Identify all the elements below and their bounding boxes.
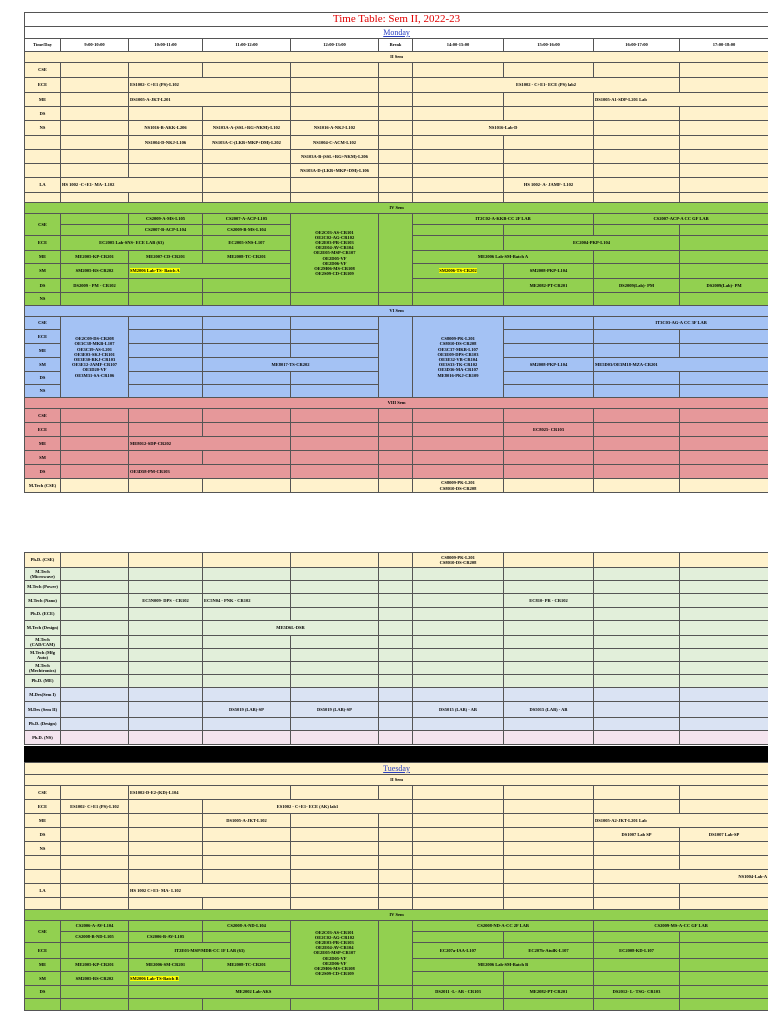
- row-label: SM: [25, 451, 61, 465]
- header-cell: 16:00-17:00: [594, 39, 680, 52]
- class-cell: CS2008-A-ND-L104: [203, 921, 291, 932]
- row-label: CSE: [25, 409, 61, 423]
- row-label: DS: [25, 465, 61, 479]
- row-label: M.Tech (CSE): [25, 479, 61, 493]
- class-cell: NS1004-D-NKJ-L106: [129, 136, 203, 150]
- class-cell: [129, 264, 291, 279]
- class-cell: EC2005-SNS-L107: [203, 236, 291, 251]
- class-cell: SM2005-RS-CR202: [61, 264, 129, 279]
- row-label: M.Des(Sem I): [25, 688, 61, 702]
- class-cell: NS103A-C-(LKB+MKP+DM)-L202: [203, 136, 291, 150]
- row-label: CSE: [25, 63, 61, 78]
- class-cell: ES1002- C+E1 (PS)-L102: [61, 800, 129, 814]
- open-elective-cell: OE2C03-AS-CR101 OE2C02-AG-CR102 OE2E03-PR-CR103 OE2E04-AV-CR104 OE2E05-MSP-CR107 OE2D05-VF OE2D06-VF OE2M06-MS-CR108 OE2S09-CD-CR109: [291, 921, 379, 986]
- class-cell: DS1005-A2-JKT-L201 Lab: [594, 814, 768, 828]
- class-cell: DS5015 (LAB) - AB: [413, 702, 504, 718]
- sem-heading-iv: IV Sem: [25, 910, 768, 921]
- lab-highlight: SM2006 Lab-TS-Batch B: [130, 975, 179, 981]
- day-heading-monday[interactable]: Monday: [25, 27, 768, 39]
- row-label: M.Des (Sem II): [25, 702, 61, 718]
- row-label: NS: [25, 293, 61, 306]
- row-label: SM: [25, 358, 61, 372]
- row-label: ME: [25, 959, 61, 972]
- header-cell: 10:00-11:00: [129, 39, 203, 52]
- class-cell: OE3D58-PM-CR103: [129, 465, 291, 479]
- class-cell: EC5N04 - PNK - CR102: [203, 594, 291, 608]
- header-cell: 12:00-13:00: [291, 39, 379, 52]
- class-cell: NS1004-Lab-A: [594, 870, 768, 884]
- row-label: Ph.D. (Design): [25, 718, 61, 731]
- monday-pg-timetable: [24, 552, 768, 745]
- header-cell: 9:00-10:00: [61, 39, 129, 52]
- row-label: ECE: [25, 330, 61, 344]
- row-label: CSE: [25, 921, 61, 943]
- class-cell: ES1002 - C+E1- ECE (AK) lab1: [203, 800, 413, 814]
- class-cell: NS1016-A-NKJ-L102: [291, 121, 379, 136]
- class-cell: ME2008-TC-CR201: [203, 959, 291, 972]
- class-cell: ME2005-KP-CR201: [61, 959, 129, 972]
- class-cell: HS 1002 -C+E1- MA- L102: [61, 178, 203, 193]
- class-cell: CS2007-A-ACP-L105: [203, 214, 291, 225]
- class-cell: ME8012-SDP-CR202: [129, 437, 291, 451]
- tuesday-timetable: [24, 762, 768, 1011]
- class-cell: NS103A-D-(LKB+MKP+DM)-L106: [291, 164, 379, 178]
- class-cell: EC810- PR - CR102: [504, 594, 594, 608]
- class-cell: NS1016-Lab-D: [413, 121, 594, 136]
- class-cell: DS1005-A-JKT-L201: [129, 93, 291, 107]
- class-cell: IT3C03-AG-A CC 3F LAB: [594, 317, 768, 330]
- sem-heading-ii: II Sem: [25, 52, 768, 63]
- class-cell: SM2008-PKP-L104: [504, 264, 594, 279]
- class-cell: DS5019 (LAB)-SP: [203, 702, 291, 718]
- class-cell: CS2009-MS-A-CC GF LAB: [594, 921, 768, 932]
- row-label: M.Tech (Mfg Auto): [25, 649, 61, 662]
- row-label: M.Tech (Design): [25, 621, 61, 636]
- class-cell: DS1007 Lab SP: [594, 828, 680, 842]
- row-label: ME: [25, 93, 61, 107]
- class-cell: ME2082-PT-CR201: [504, 986, 594, 999]
- row-label: Ph.D. (ECE): [25, 608, 61, 621]
- lab-highlight: SM2006-TS-CR202: [439, 268, 477, 274]
- row-label: SM: [25, 264, 61, 279]
- class-cell: EC8025- CR103: [504, 423, 594, 437]
- sem-heading-viii: VIII Sem: [25, 398, 768, 409]
- class-cell: ES1002- C+E1 (PS)-L102: [129, 78, 291, 93]
- class-cell: ME2002 Lab-AKS: [129, 986, 379, 999]
- class-cell: [129, 972, 291, 986]
- row-label: NS: [25, 385, 61, 398]
- open-elective-cell: OE2C09-DS-CR208 OE3C38-MKB-L107 OE3C39-AS-L201 OE3E03-SKJ-CR101 OE3E30-RKJ-CR103 OE3E12-JAMF-CR107 OE3D20-VF OE3M31-SA-CR106: [61, 317, 129, 398]
- class-cell: CS2008-ND-A-CC 2F LAB: [413, 921, 594, 932]
- header-cell: 11:00-12:00: [203, 39, 291, 52]
- class-cell: ME2006-SM-CR201: [129, 959, 203, 972]
- class-cell: DS5015 (LAB) - AB: [504, 702, 594, 718]
- row-label: CSE: [25, 214, 61, 236]
- class-cell: [413, 264, 504, 279]
- row-label: SM: [25, 972, 61, 986]
- row-label: DS: [25, 986, 61, 999]
- row-label: NS: [25, 121, 61, 136]
- row-label: M.Tech (Nano): [25, 594, 61, 608]
- row-label: M.Tech (Power): [25, 581, 61, 594]
- page-title: Time Table: Sem II, 2022-23: [25, 13, 768, 27]
- class-cell: HS 1002- A- JAMF- L102: [504, 178, 594, 193]
- class-cell: HS 1002 C+E3- MA- L102: [129, 884, 291, 898]
- class-cell: EC5N009- DPS - CR102: [129, 594, 203, 608]
- class-cell: EC2008-KD-L107: [594, 943, 680, 959]
- class-cell: ME5D6L-DSR: [203, 621, 379, 636]
- row-label: Ph.D. (NS): [25, 731, 61, 745]
- class-cell: ME2007-CD-CR201: [129, 251, 203, 264]
- header-cell: 15:00-16:00: [504, 39, 594, 52]
- class-cell: DS2011 -L- AB - CR103: [413, 986, 504, 999]
- row-label: DS: [25, 279, 61, 293]
- class-cell: ES1002-D-E2-(KD)-L104: [129, 786, 291, 800]
- class-cell: CS2007-B-ACP-L104: [129, 225, 203, 236]
- class-cell: NS1004-C-ACM-L102: [291, 136, 379, 150]
- class-cell: DS2009 - PM - CR102: [61, 279, 129, 293]
- class-cell: CS2009-A-MS-L105: [129, 214, 203, 225]
- day-heading-tuesday[interactable]: Tuesday: [25, 763, 768, 775]
- class-cell: NS103A-A-(SSL+RG+NKM)-L102: [203, 121, 291, 136]
- open-elective-cell: CS8009-PK-L201 CS8010-DS-CR208 OE3C37-MKB-L107 OE3E09-DPS-CR103 OE3E32-VB-CR104 OE3S33-TK-CR102 OE3D36-MA-CR107 ME8016-PKJ-CR109: [413, 317, 504, 398]
- row-label: ME: [25, 251, 61, 264]
- class-cell: CS2006-A-AV-L104: [61, 921, 129, 932]
- open-elective-cell: OE2C03-AS-CR101 OE2C02-AG-CR102 OE2E03-PR-CR103 OE2E04-AV-CR104 OE2E05-MSP-CR107 OE2D05-VF OE2D06-VF OE2M06-MS-CR108 OE2S09-CD-CR109: [291, 214, 379, 293]
- class-cell: EC207a-IAA-L107: [413, 943, 504, 959]
- header-cell: 14:00-15:00: [413, 39, 504, 52]
- class-cell: DS5019 (LAB)-SP: [291, 702, 379, 718]
- row-label: CSE: [25, 317, 61, 330]
- row-label: ECE: [25, 943, 61, 959]
- sem-heading-ii: II Sem: [25, 775, 768, 786]
- class-cell: SM2008-PKP-L104: [504, 358, 594, 372]
- row-label: ME: [25, 437, 61, 451]
- class-cell: DS1007 Lab-SP: [680, 828, 768, 842]
- class-cell: EC2004-PKP-L104: [504, 236, 680, 251]
- class-cell: CS2009-B-MS-L104: [203, 225, 291, 236]
- row-label: Ph.D. (CSE): [25, 553, 61, 568]
- row-label: ECE: [25, 423, 61, 437]
- class-cell: CS2008-B-ND-L105: [61, 932, 129, 943]
- row-label: ECE: [25, 236, 61, 251]
- row-label: Ph.D. (ME): [25, 675, 61, 688]
- class-cell: ME5D03/OE3M18-MZA-CR201: [594, 358, 768, 372]
- section-divider: [24, 746, 768, 762]
- class-cell: SM2005-RS-CR202: [61, 972, 129, 986]
- class-cell: CS8009-PK-L201 CS8010-DS-CR208: [413, 553, 504, 568]
- class-cell: DS2009(Lab)- PM: [680, 279, 768, 293]
- class-cell: ME2006 Lab-SM-Batch A: [413, 251, 594, 264]
- row-label: DS: [25, 107, 61, 121]
- class-cell: CS2006-B-AV-L105: [129, 932, 203, 943]
- class-cell: DS1005-A1-SDP-L201 Lab: [594, 93, 768, 107]
- class-cell: ME2082-PT-CR201: [504, 279, 594, 293]
- row-label: M.Tech (Mechtronics): [25, 662, 61, 675]
- row-label: ECE: [25, 78, 61, 93]
- sem-heading-iv: IV Sem: [25, 203, 768, 214]
- sem-heading-vi: VI Sem: [25, 306, 768, 317]
- class-cell: CS8009-PK-L201 CS8010-DS-CR208: [413, 479, 504, 493]
- class-cell: ES1002 - C+E1- ECE (PS) lab2: [413, 78, 680, 93]
- class-cell: IT2E03-MSP/MDB-CC 1F LAB (63): [129, 943, 291, 959]
- header-cell: Time/Day: [25, 39, 61, 52]
- row-label: M.Tech (Microwave): [25, 568, 61, 581]
- class-cell: DS1005-A-JKT-L102: [203, 814, 291, 828]
- row-label: ME: [25, 344, 61, 358]
- row-label: ECE: [25, 800, 61, 814]
- class-cell: CS2007-ACP-A CC GF LAB: [594, 214, 768, 225]
- monday-timetable: [24, 12, 768, 493]
- class-cell: ME2005-KP-CR201: [61, 251, 129, 264]
- header-cell: 17:00-18:00: [680, 39, 768, 52]
- header-break: Break: [379, 39, 413, 52]
- row-label: ME: [25, 814, 61, 828]
- class-cell: EC2005 Lab-SNS- ECE LAB (63): [61, 236, 203, 251]
- row-label: M.Tech (CAD/CAM): [25, 636, 61, 649]
- row-label: CSE: [25, 786, 61, 800]
- class-cell: DS2012- L- TSG- CR103: [594, 986, 680, 999]
- class-cell: EC207b-AtulK-L107: [504, 943, 594, 959]
- row-label: DS: [25, 372, 61, 385]
- row-label: DS: [25, 828, 61, 842]
- lab-highlight: SM2006 Lab-TS- Batch A: [130, 268, 180, 274]
- row-label: NS: [25, 842, 61, 856]
- class-cell: ME2006 Lab-SM-Batch B: [413, 959, 594, 972]
- class-cell: IT2C02-A-KKB-CC 2F LAB: [413, 214, 594, 225]
- class-cell: ME8017-TS-CR202: [203, 358, 379, 372]
- row-label: LA: [25, 178, 61, 193]
- class-cell: NS103A-B-(SSL+RG+NKM)-L206: [291, 150, 379, 164]
- class-cell: NS1016-B-AKK-L206: [129, 121, 203, 136]
- row-label: LA: [25, 884, 61, 898]
- class-cell: DS2009(Lab)- PM: [594, 279, 680, 293]
- class-cell: ME2008-TC-CR201: [203, 251, 291, 264]
